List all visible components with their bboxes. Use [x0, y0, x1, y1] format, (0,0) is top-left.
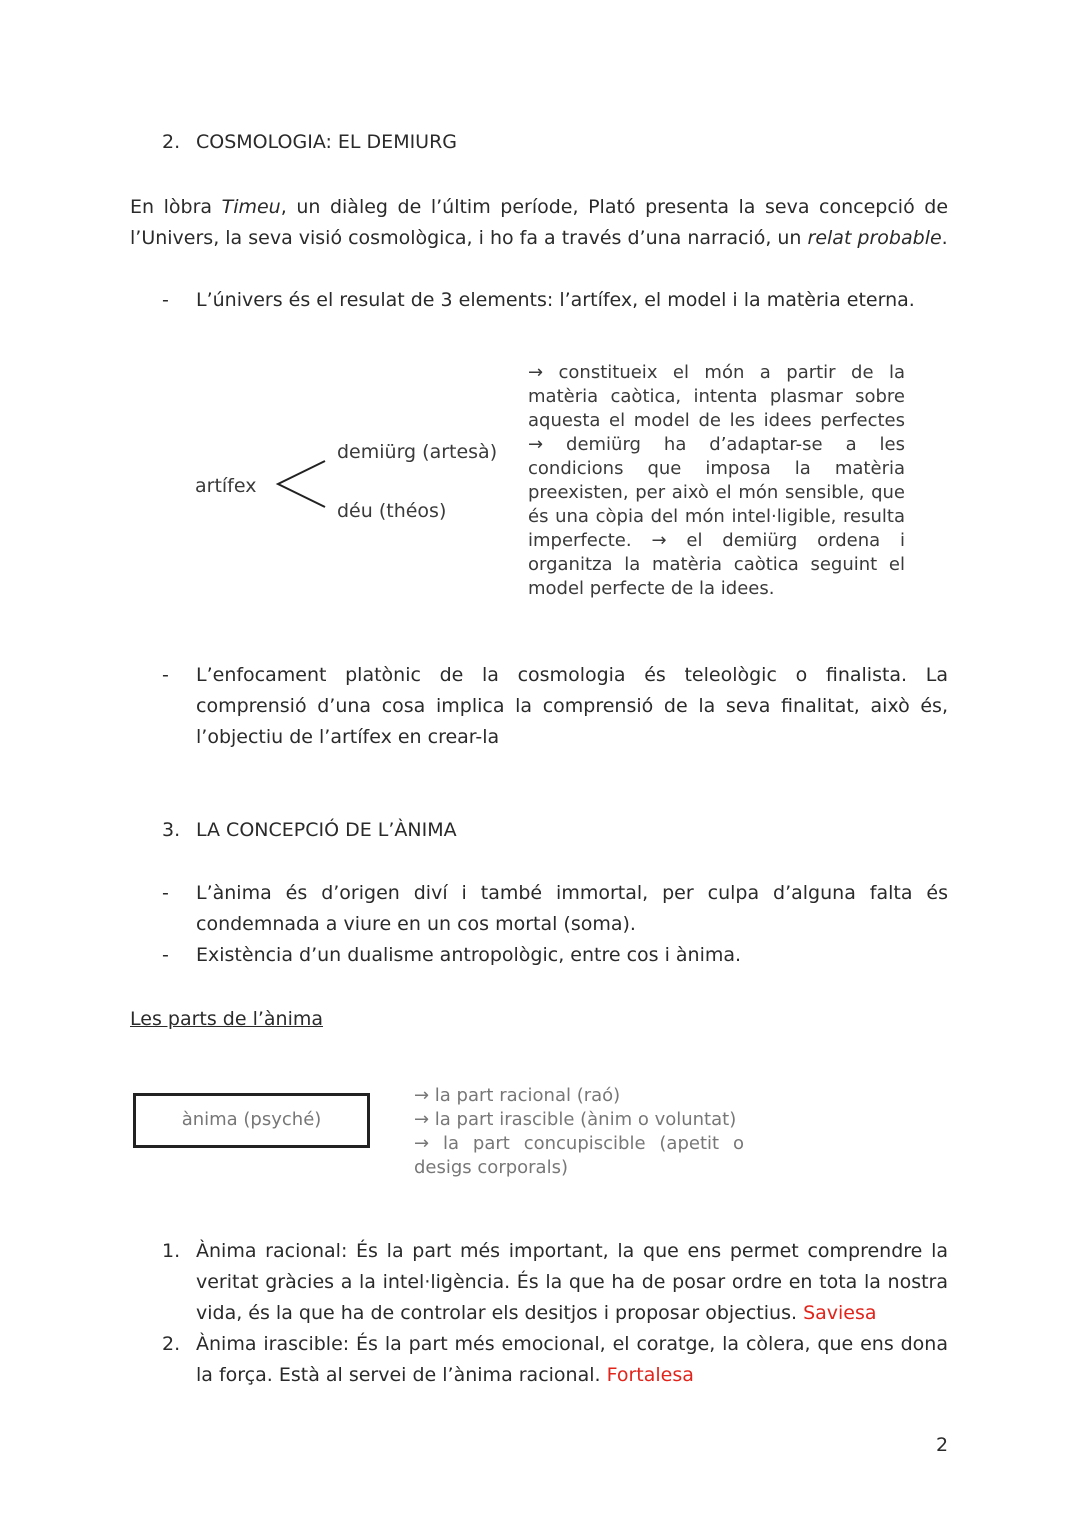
soul-box-label: ànima (psyché) [181, 1109, 322, 1130]
diagram-branch-demiurg: demiürg (artesà) [337, 441, 498, 463]
section-3-number: 3. [162, 819, 181, 841]
universe-elements-bullet: L’únivers és el resulat de 3 elements: l’artífex, el model i la matèria eterna. [196, 289, 915, 311]
section-2-title: COSMOLOGIA: EL DEMIURG [196, 131, 458, 153]
section-2-number: 2. [162, 131, 181, 153]
list-item-number: 2. [162, 1333, 181, 1355]
soul-parts-subheading: Les parts de l’ànima [130, 1008, 324, 1030]
dualism-bullet: Existència d’un dualisme antropològic, entre cos i ànima. [196, 944, 742, 966]
soul-parts-list [414, 1084, 744, 1180]
list-item-number: 1. [162, 1240, 181, 1262]
cosmology-intro-paragraph: En lòbra Timeu, un diàleg de l’últim període, Plató presenta la seva concepció de l’Univers, la seva visió cosmològica, i ho fa a través d’una narració, un relat probable. [130, 196, 949, 249]
soul-part-concupiscible: → la part concupiscible (apetit o desigs corporals) [414, 1133, 744, 1178]
teleological-bullet: L’enfocament platònic de la cosmologia és teleològic o finalista. La comprensió d’una cosa implica la comprensió de la seva finalitat, això és, l’objectiu de l’artífex en crear-la [196, 664, 948, 748]
list-item-rational-soul: Ànima racional: És la part més important, la que ens permet comprendre la veritat gràcies a la intel·ligència. És la que ha de posar ordre en tota la nostra vida, és la que ha de controlar els desitjos i proposar objectius. Saviesa [196, 1240, 948, 1324]
branch-connector-icon [274, 456, 330, 510]
virtue-label: Fortalesa [606, 1364, 694, 1386]
diagram-branch-deu: déu (théos) [337, 500, 447, 522]
list-item-irascible-soul: Ànima irascible: És la part més emocional, el coratge, la còlera, que ens dona la força. Està al servei de l’ànima racional. Fortalesa [196, 1333, 948, 1386]
bullet-dash: - [162, 882, 169, 904]
diagram-notes: → constitueix el món a partir de la matèria caòtica, intenta plasmar sobre aquesta el model de les idees perfectes → demiürg ha d’adaptar-se a les condicions que imposa la matèria preexisten, per això el món sensible, que és una còpia del món intel·ligible, resulta imperfecte. → el demiürg ordena i organitza la matèria caòtica seguint el model perfecte de la idees. [528, 362, 905, 599]
bullet-dash: - [162, 944, 169, 966]
bullet-dash: - [162, 289, 169, 311]
bullet-dash: - [162, 664, 169, 686]
soul-box [133, 1093, 370, 1148]
soul-part-irascible: → la part irascible (ànim o voluntat) [414, 1109, 737, 1130]
virtue-label: Saviesa [803, 1302, 877, 1324]
soul-origin-bullet: L’ànima és d’origen diví i també immortal, per culpa d’alguna falta és condemnada a viure en un cos mortal (soma). [196, 882, 948, 935]
diagram-root-artifex: artífex [195, 475, 257, 497]
page-number: 2 [936, 1434, 949, 1456]
section-3-title: LA CONCEPCIÓ DE L’ÀNIMA [196, 819, 457, 841]
soul-part-rational: → la part racional (raó) [414, 1085, 621, 1106]
